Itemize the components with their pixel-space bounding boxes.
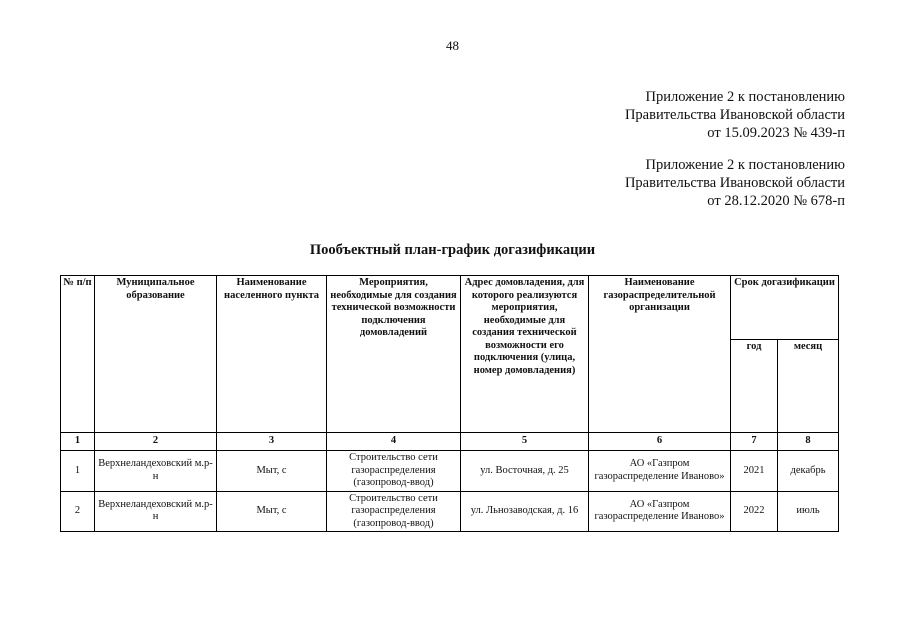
page-number: 48 bbox=[446, 38, 459, 53]
gasification-schedule-table bbox=[60, 275, 839, 532]
appendix-line: от 15.09.2023 № 439-п bbox=[707, 125, 845, 141]
column-number: 4 bbox=[327, 433, 461, 451]
header-measures: Мероприятия, необходимые для создания технической возможности подключения домовладений bbox=[327, 276, 461, 433]
header-deadline: Срок догазификации bbox=[731, 276, 839, 340]
column-number: 1 bbox=[61, 433, 95, 451]
cell-organization: АО «Газпром газораспределение Иваново» bbox=[589, 491, 731, 532]
appendix-line: от 28.12.2020 № 678-п bbox=[707, 193, 845, 209]
cell-month: июль bbox=[778, 491, 839, 532]
header-settlement: Наименование населенного пункта bbox=[217, 276, 327, 433]
table-row bbox=[61, 451, 839, 492]
cell-measures: Строительство сети газораспределения (газопровод-ввод) bbox=[327, 451, 461, 492]
cell-num: 2 bbox=[61, 491, 95, 532]
cell-settlement: Мыт, с bbox=[217, 451, 327, 492]
header-month: месяц bbox=[778, 340, 839, 433]
cell-municipality: Верхнеландеховский м.р-н bbox=[95, 491, 217, 532]
cell-organization: АО «Газпром газораспределение Иваново» bbox=[589, 451, 731, 492]
appendix-header-original bbox=[625, 156, 845, 210]
document-title: Пообъектный план-график догазификации bbox=[309, 242, 596, 258]
cell-municipality: Верхнеландеховский м.р-н bbox=[95, 451, 217, 492]
cell-address: ул. Восточная, д. 25 bbox=[461, 451, 589, 492]
header-organization: Наименование газораспределительной организации bbox=[589, 276, 731, 433]
column-number: 7 bbox=[731, 433, 778, 451]
appendix-header-current bbox=[625, 88, 845, 142]
header-num: № п/п bbox=[61, 276, 95, 433]
column-number: 5 bbox=[461, 433, 589, 451]
cell-address: ул. Льнозаводская, д. 16 bbox=[461, 491, 589, 532]
cell-year: 2021 bbox=[731, 451, 778, 492]
table-row bbox=[61, 491, 839, 532]
header-address: Адрес домовладения, для которого реализуются мероприятия, необходимые для создания технической возможности его подключения (улица, номер домовладения) bbox=[461, 276, 589, 433]
header-year: год bbox=[731, 340, 778, 433]
header-municipality: Муниципальное образование bbox=[95, 276, 217, 433]
cell-month: декабрь bbox=[778, 451, 839, 492]
appendix-line: Правительства Ивановской области bbox=[624, 175, 845, 191]
cell-num: 1 bbox=[61, 451, 95, 492]
cell-year: 2022 bbox=[731, 491, 778, 532]
column-number: 6 bbox=[589, 433, 731, 451]
column-number: 2 bbox=[95, 433, 217, 451]
appendix-line: Приложение 2 к постановлению bbox=[645, 157, 845, 173]
appendix-line: Приложение 2 к постановлению bbox=[645, 89, 845, 105]
appendix-line: Правительства Ивановской области bbox=[624, 107, 845, 123]
cell-settlement: Мыт, с bbox=[217, 491, 327, 532]
cell-measures: Строительство сети газораспределения (газопровод-ввод) bbox=[327, 491, 461, 532]
column-number-row bbox=[61, 433, 839, 451]
column-number: 8 bbox=[778, 433, 839, 451]
column-number: 3 bbox=[217, 433, 327, 451]
